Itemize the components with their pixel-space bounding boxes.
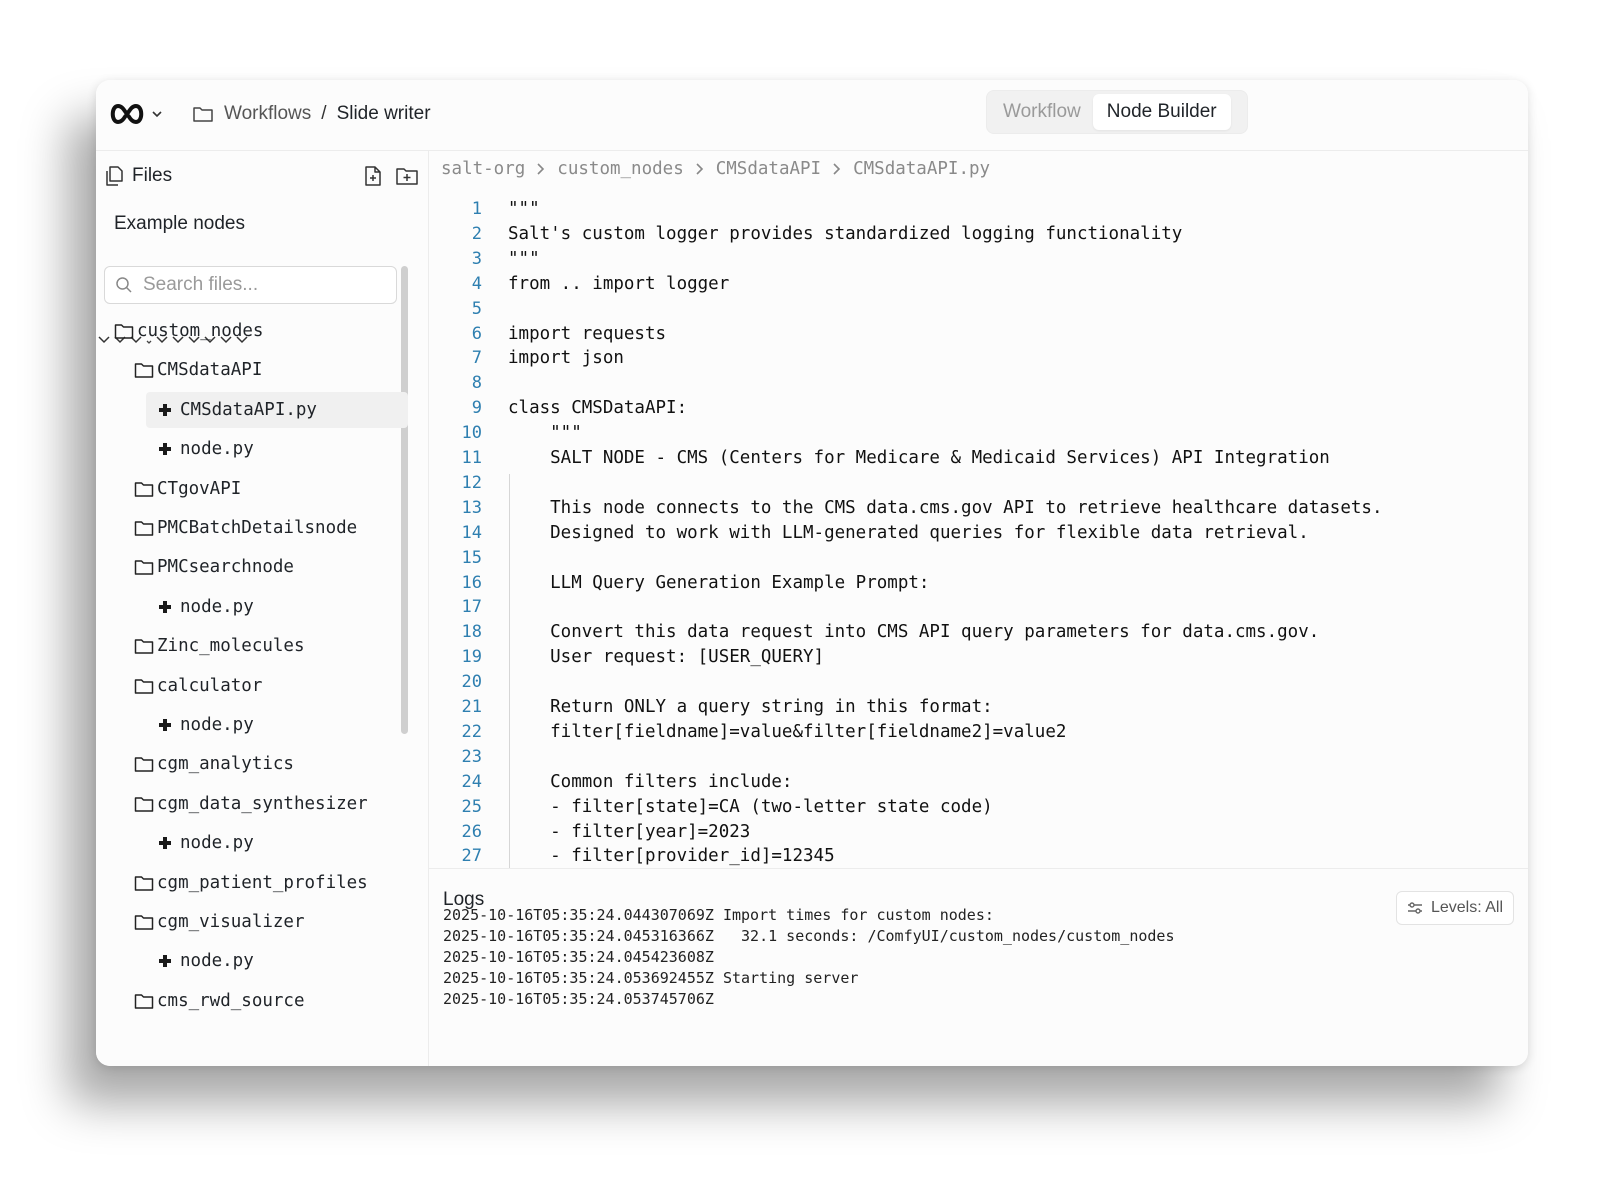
levels-filter-button[interactable]	[1396, 891, 1514, 925]
tree-item-label: node.py	[180, 715, 254, 735]
code-line: """	[508, 199, 540, 219]
tree-folder-item[interactable]	[134, 352, 262, 388]
breadcrumb	[192, 103, 431, 125]
folder-icon	[134, 361, 154, 379]
app-window	[96, 80, 1528, 1066]
folder-plus-icon	[395, 165, 419, 187]
filter-sliders-icon	[1407, 901, 1423, 915]
line-number: 25	[461, 796, 482, 817]
python-file-icon	[158, 600, 172, 614]
tree-item-label: PMCsearchnode	[157, 557, 294, 578]
tree-folder-item[interactable]	[134, 668, 262, 704]
log-line: 2025-10-16T05:35:24.053692455Z Starting server	[443, 969, 859, 987]
tree-folder-item[interactable]	[134, 471, 241, 507]
tree-item-label: CMSdataAPI.py	[180, 399, 317, 420]
levels-label: Levels: All	[1430, 899, 1503, 916]
code-line: User request: [USER_QUERY]	[508, 647, 825, 668]
infinity-logo-icon	[108, 102, 146, 126]
new-file-button[interactable]	[360, 163, 386, 189]
folder-icon	[134, 558, 154, 576]
folder-icon	[134, 677, 154, 695]
files-header	[104, 161, 424, 191]
chevron-down-icon	[150, 107, 164, 121]
files-icon	[104, 165, 124, 187]
tree-item-label: node.py	[180, 596, 254, 617]
tree-folder-item[interactable]	[114, 313, 263, 349]
tree-item-label: cgm_data_synthesizer	[157, 793, 368, 814]
python-file-icon	[158, 442, 172, 456]
folder-icon	[134, 637, 154, 655]
tree-item-label: PMCBatchDetailsnode	[157, 518, 358, 538]
code-line: Return ONLY a query string in this format:	[508, 697, 993, 717]
code-line: import requests	[508, 323, 667, 344]
line-number: 10	[461, 423, 482, 444]
section-title: Example nodes	[114, 213, 245, 234]
line-number: 18	[461, 622, 482, 643]
folder-icon	[134, 992, 154, 1010]
code-line: SALT NODE - CMS (Centers for Medicare & Medicaid Services) API Integration	[508, 448, 1330, 468]
tree-file-item[interactable]	[146, 707, 254, 743]
log-line: 2025-10-16T05:35:24.044307069Z Import times for custom nodes:	[443, 906, 994, 924]
line-number: 3	[471, 248, 482, 269]
tree-item-label: cgm_patient_profiles	[157, 872, 368, 893]
line-number: 12	[461, 472, 482, 493]
path-segment[interactable]: salt-org	[441, 159, 526, 179]
line-number: 20	[461, 672, 482, 693]
code-line: This node connects to the CMS data.cms.gov API to retrieve healthcare datasets.	[508, 497, 1383, 518]
new-folder-button[interactable]	[394, 163, 420, 189]
line-number: 1	[471, 199, 482, 219]
line-number: 16	[461, 572, 482, 593]
file-path-breadcrumb	[441, 159, 990, 179]
path-segment: CMSdataAPI.py	[853, 159, 991, 179]
line-number: 8	[471, 373, 482, 394]
line-number: 6	[471, 323, 482, 344]
code-line: from .. import logger	[508, 273, 730, 294]
tree-file-item[interactable]	[146, 589, 254, 625]
tree-item-label: cms_rwd_source	[157, 990, 305, 1011]
line-number: 19	[461, 647, 482, 668]
file-plus-icon	[363, 165, 383, 187]
tab-workflow[interactable]: Workflow	[1003, 101, 1081, 122]
search-box	[104, 266, 397, 304]
python-file-icon	[158, 718, 172, 732]
tree-item-label: cgm_analytics	[157, 754, 294, 775]
tree-item-label: node.py	[180, 439, 254, 460]
tree-item-label: cgm_visualizer	[157, 912, 305, 932]
line-number: 24	[461, 771, 482, 792]
folder-icon	[134, 480, 154, 498]
line-number: 15	[461, 547, 482, 568]
folder-icon	[134, 755, 154, 773]
tree-item-label: node.py	[180, 833, 254, 854]
code-line: Salt's custom logger provides standardized logging functionality	[508, 223, 1183, 244]
tree-item-label: CMSdataAPI	[157, 360, 263, 381]
top-bar	[96, 80, 1528, 151]
code-line: """	[508, 423, 582, 444]
tab-node-builder[interactable]: Node Builder	[1093, 94, 1231, 130]
breadcrumb-workflows-link[interactable]: Workflows	[224, 103, 312, 124]
log-line: 2025-10-16T05:35:24.045316366Z 32.1 seconds: /ComfyUI/custom_nodes/custom_nodes	[443, 927, 1175, 945]
tree-folder-item[interactable]	[134, 904, 305, 940]
breadcrumb-separator: /	[321, 103, 327, 124]
line-number: 2	[471, 223, 482, 244]
python-file-icon	[158, 403, 172, 417]
logo-menu-button[interactable]	[108, 102, 164, 126]
code-line: """	[508, 248, 540, 269]
code-line: Common filters include:	[508, 771, 793, 792]
tree-folder-item[interactable]	[134, 549, 294, 585]
path-segment[interactable]: custom_nodes	[557, 159, 684, 179]
line-number: 7	[471, 348, 482, 369]
code-line: - filter[state]=CA (two-letter state code)	[508, 796, 993, 817]
logs-panel	[429, 868, 1528, 1066]
code-line: - filter[year]=2023	[508, 821, 751, 842]
tree-file-item[interactable]	[146, 943, 254, 979]
code-line: import json	[508, 348, 624, 369]
tree-item-label: Zinc_molecules	[157, 636, 305, 657]
tree-folder-item[interactable]	[134, 746, 294, 782]
tree-folder-item[interactable]	[134, 983, 305, 1019]
tree-folder-item[interactable]	[134, 786, 368, 822]
line-number: 5	[471, 298, 482, 319]
folder-icon	[134, 795, 154, 813]
folder-icon	[192, 104, 214, 124]
chevron-down-icon[interactable]	[96, 334, 112, 351]
line-number: 22	[461, 721, 482, 742]
chevron-right-icon	[831, 161, 843, 177]
code-line: class CMSDataAPI:	[508, 398, 688, 419]
code-line: LLM Query Generation Example Prompt:	[508, 572, 930, 593]
tree-folder-item[interactable]	[134, 510, 357, 546]
tree-file-item[interactable]	[146, 392, 408, 428]
line-number: 27	[461, 846, 482, 867]
line-number: 11	[461, 448, 482, 468]
code-line: Convert this data request into CMS API query parameters for data.cms.gov.	[508, 622, 1320, 643]
tree-file-item[interactable]	[146, 431, 254, 467]
line-number: 4	[471, 273, 482, 294]
file-sidebar	[96, 151, 429, 1066]
line-number: 23	[461, 746, 482, 767]
tree-item-label: calculator	[157, 675, 263, 696]
breadcrumb-current: Slide writer	[336, 103, 431, 124]
tree-item-label: custom_nodes	[137, 321, 264, 341]
log-line: 2025-10-16T05:35:24.053745706Z	[443, 990, 714, 1008]
search-input[interactable]	[141, 273, 385, 297]
tree-folder-item[interactable]	[134, 628, 305, 664]
line-number: 14	[461, 522, 482, 543]
line-number: 26	[461, 821, 482, 842]
tree-folder-item[interactable]	[134, 865, 368, 901]
code-line: - filter[provider_id]=12345	[508, 846, 835, 867]
code-line: Designed to work with LLM-generated queries for flexible data retrieval.	[508, 522, 1309, 543]
logs-title: Logs	[443, 889, 485, 910]
line-number: 13	[461, 497, 482, 518]
folder-icon	[134, 519, 154, 537]
search-icon	[115, 276, 133, 294]
tree-file-item[interactable]	[146, 825, 254, 861]
tree-item-label: CTgovAPI	[157, 478, 242, 499]
tree-item-label: node.py	[180, 951, 254, 972]
line-number: 9	[471, 398, 482, 419]
files-title: Files	[132, 165, 173, 186]
sidebar-scrollbar[interactable]	[401, 266, 408, 734]
python-file-icon	[158, 954, 172, 968]
line-number: 17	[461, 597, 482, 618]
python-file-icon	[158, 836, 172, 850]
path-segment[interactable]: CMSdataAPI	[715, 159, 822, 179]
folder-icon	[134, 874, 154, 892]
chevron-right-icon	[535, 161, 547, 177]
folder-icon	[134, 913, 154, 931]
code-editor[interactable]	[429, 151, 1528, 868]
file-tree	[96, 321, 396, 1011]
view-toggle	[986, 90, 1248, 134]
folder-icon	[114, 322, 134, 340]
chevron-right-icon	[694, 161, 706, 177]
code-line: filter[fieldname]=value&filter[fieldname2]=value2	[508, 721, 1067, 742]
log-line: 2025-10-16T05:35:24.045423608Z	[443, 948, 714, 966]
line-number: 21	[461, 697, 482, 717]
